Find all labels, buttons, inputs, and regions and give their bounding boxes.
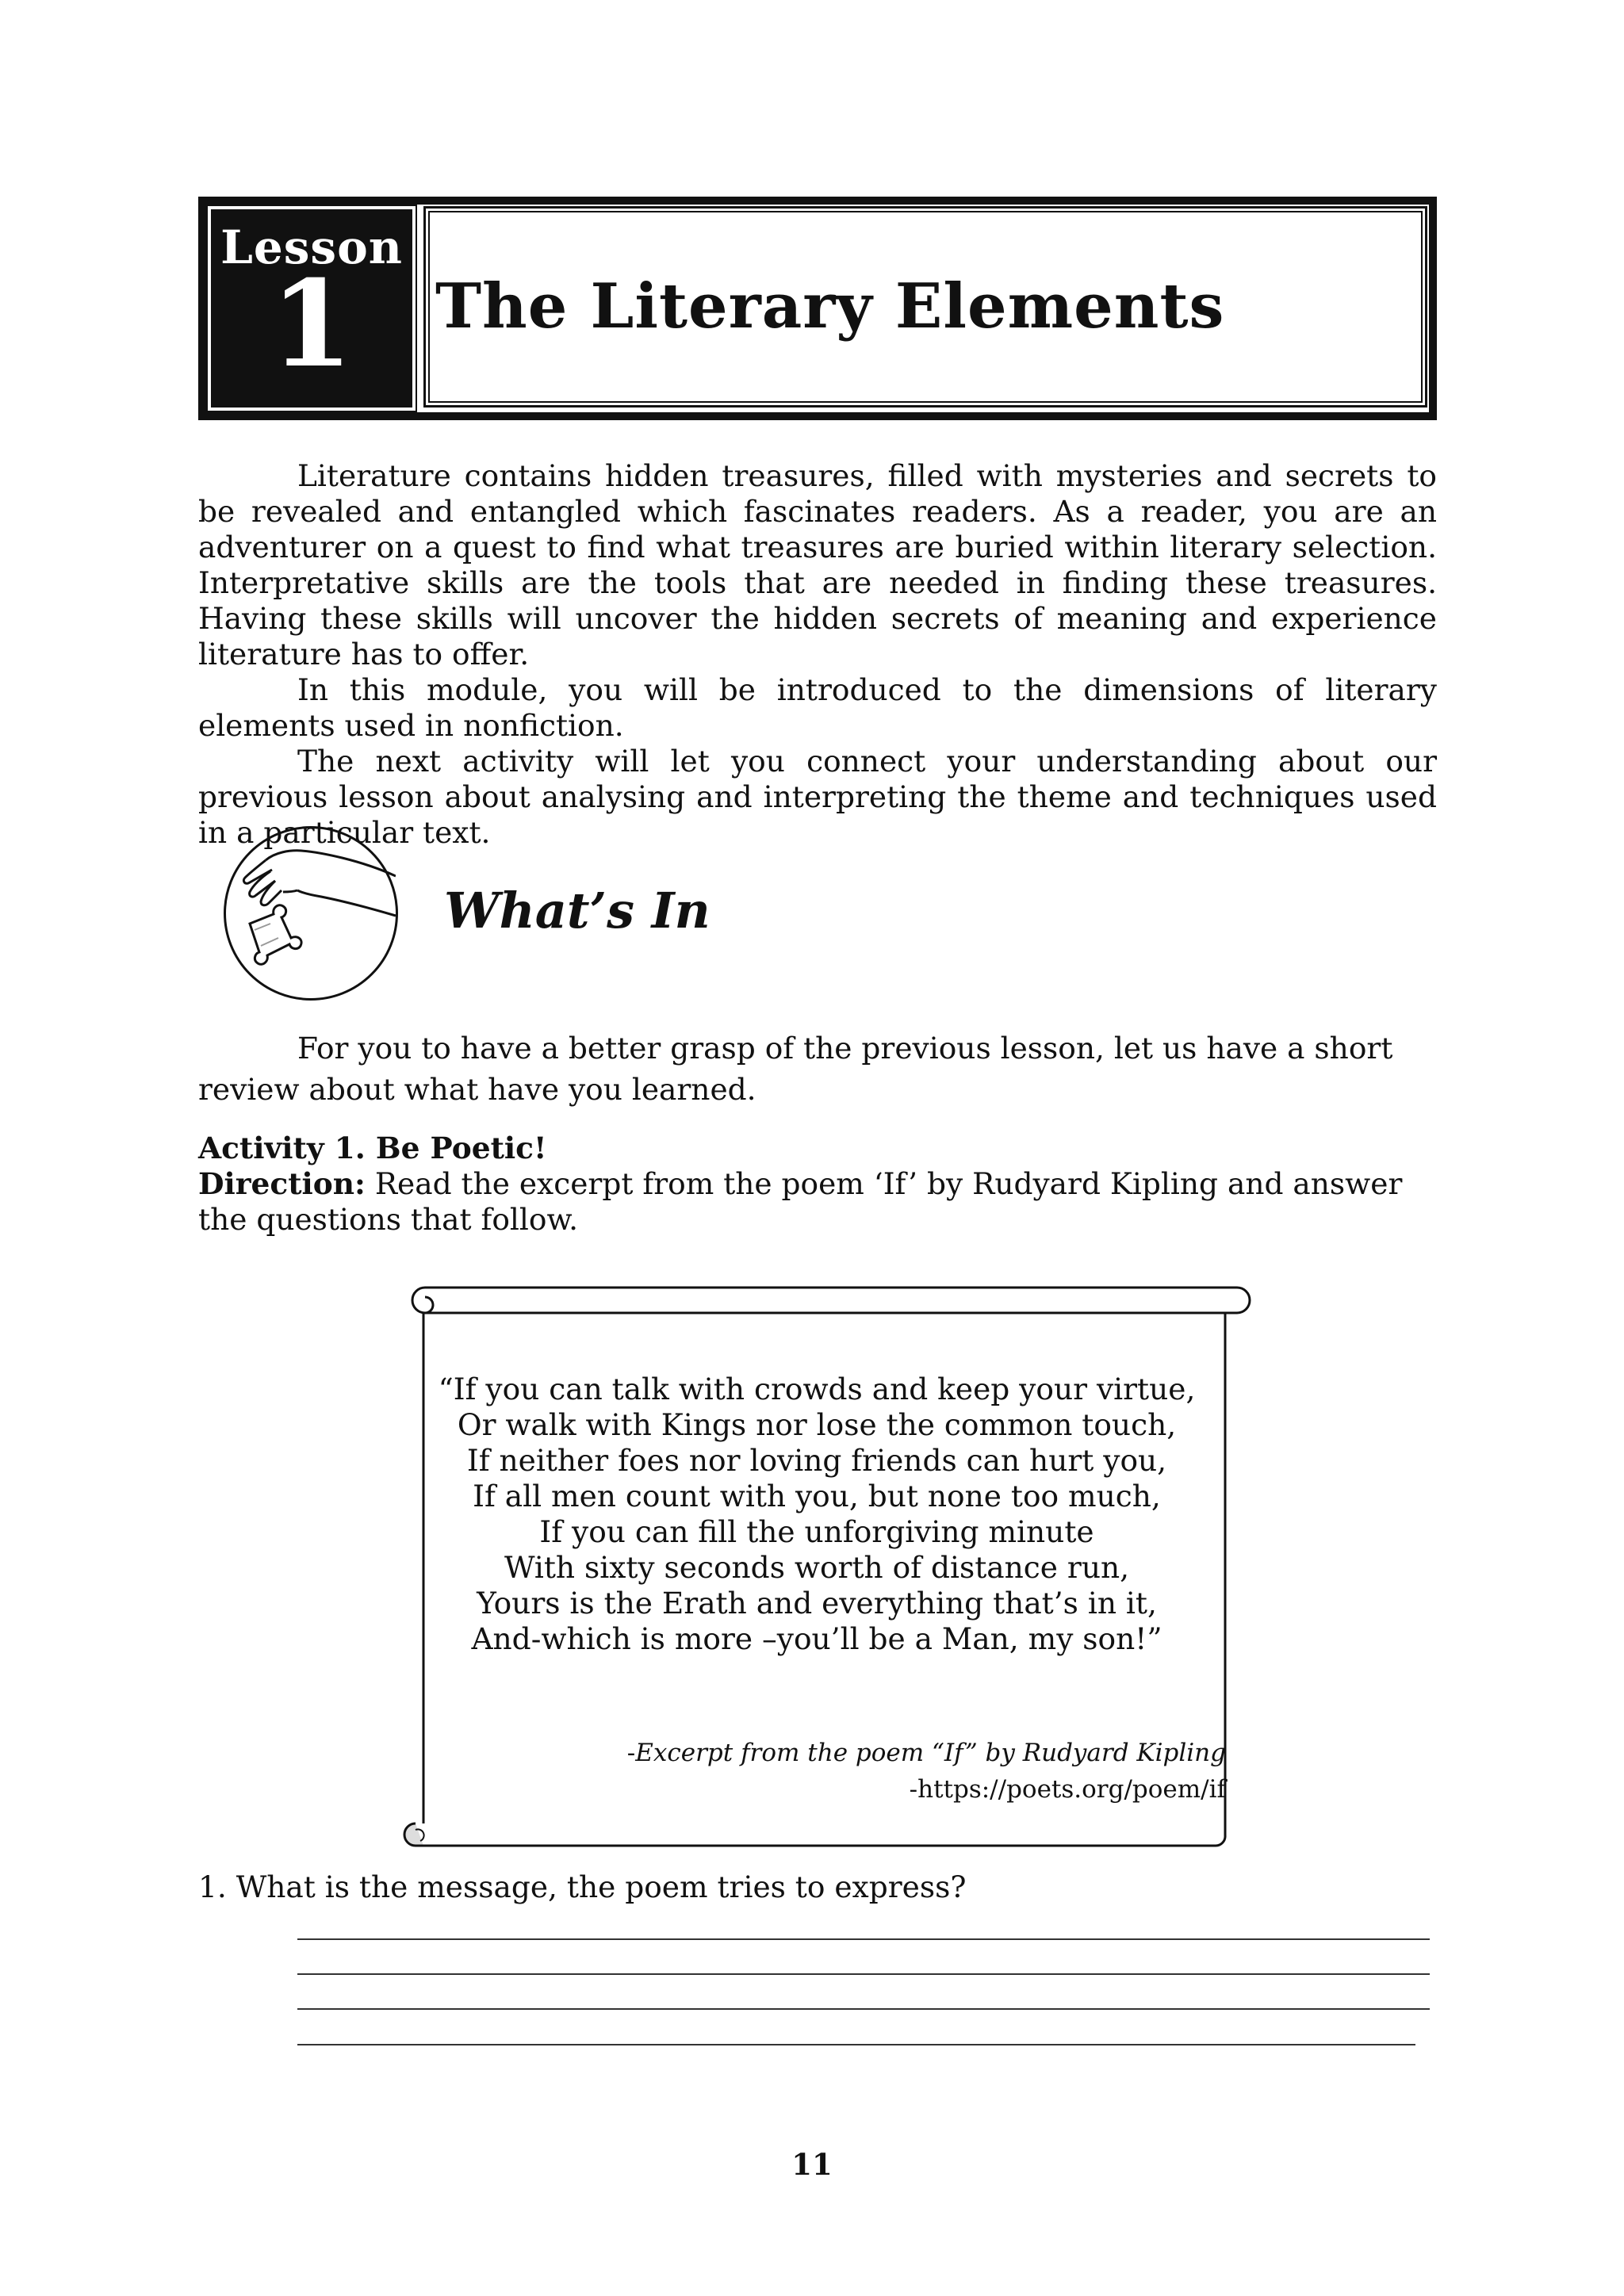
review-paragraph: For you to have a better grasp of the previous lesson, let us have a short review about what have you learned. [198,1031,1393,1107]
poem-line: If neither foes nor loving friends can hurt you, [466,1443,1167,1478]
activity-block [198,1131,1437,1238]
lesson-title-box [423,206,1427,408]
credit-prefix: - [626,1739,636,1767]
poem-line: “If you can talk with crowds and keep your virtue, [438,1372,1196,1406]
poem-credit-line [627,1735,1226,1771]
review-text [198,1027,1437,1110]
poem-credit [627,1735,1226,1808]
poem-line: Or walk with Kings nor lose the common touch, [457,1407,1177,1442]
poem-line: If you can fill the unforgiving minute [539,1514,1094,1549]
page-number: 11 [791,2147,833,2182]
credit-text: Excerpt from the poem “If” by Rudyard Kipling [635,1739,1226,1767]
poem-line: With sixty seconds worth of distance run, [504,1550,1130,1585]
poem-line: Yours is the Erath and everything that’s in it, [477,1586,1157,1621]
lesson-label: Lesson [220,220,403,274]
answer-line[interactable] [297,1938,1430,1940]
hand-puzzle-icon [224,826,398,1001]
poem-line: And-which is more –you’ll be a Man, my son!” [471,1621,1162,1656]
activity-title: Activity 1. Be Poetic! [198,1131,547,1165]
direction-text: Read the excerpt from the poem ‘If’ by Rudyard Kipling and answer the questions that follow. [198,1166,1403,1237]
poem-source: -https://poets.org/poem/if [909,1775,1226,1804]
answer-line[interactable] [297,2044,1415,2045]
whats-in-title: What’s In [444,882,710,939]
answer-line[interactable] [297,1973,1430,1975]
intro-paragraph-2: In this module, you will be introduced to the dimensions of literary elements used in nonfiction. [198,672,1437,743]
intro-paragraph-1: Literature contains hidden treasures, filled with mysteries and secrets to be revealed and entangled which fascinates readers. As a reader, you are an adventurer on a quest to find what treasures are buried within literary selection. Interpretative skills are the tools that are needed in finding these treasures. Having these skills will uncover the hidden secrets of meaning and experience literature has to offer. [198,458,1437,672]
lesson-header [198,197,1437,420]
lesson-number: 1 [270,254,354,394]
activity-direction [198,1166,1437,1238]
intro-paragraph-3: The next activity will let you connect your understanding about our previous lesson about analysing and interpreting the theme and techniques used in a particular text. [198,744,1437,850]
direction-label: Direction: [198,1166,366,1201]
answer-line[interactable] [297,2008,1430,2010]
question-1: 1. What is the message, the poem tries to express? [198,1869,967,1904]
intro-text [198,458,1437,851]
poem-line: If all men count with you, but none too much, [473,1479,1161,1513]
lesson-title: The Literary Elements [435,270,1225,342]
poem-excerpt [428,1372,1205,1657]
lesson-badge [208,206,416,411]
